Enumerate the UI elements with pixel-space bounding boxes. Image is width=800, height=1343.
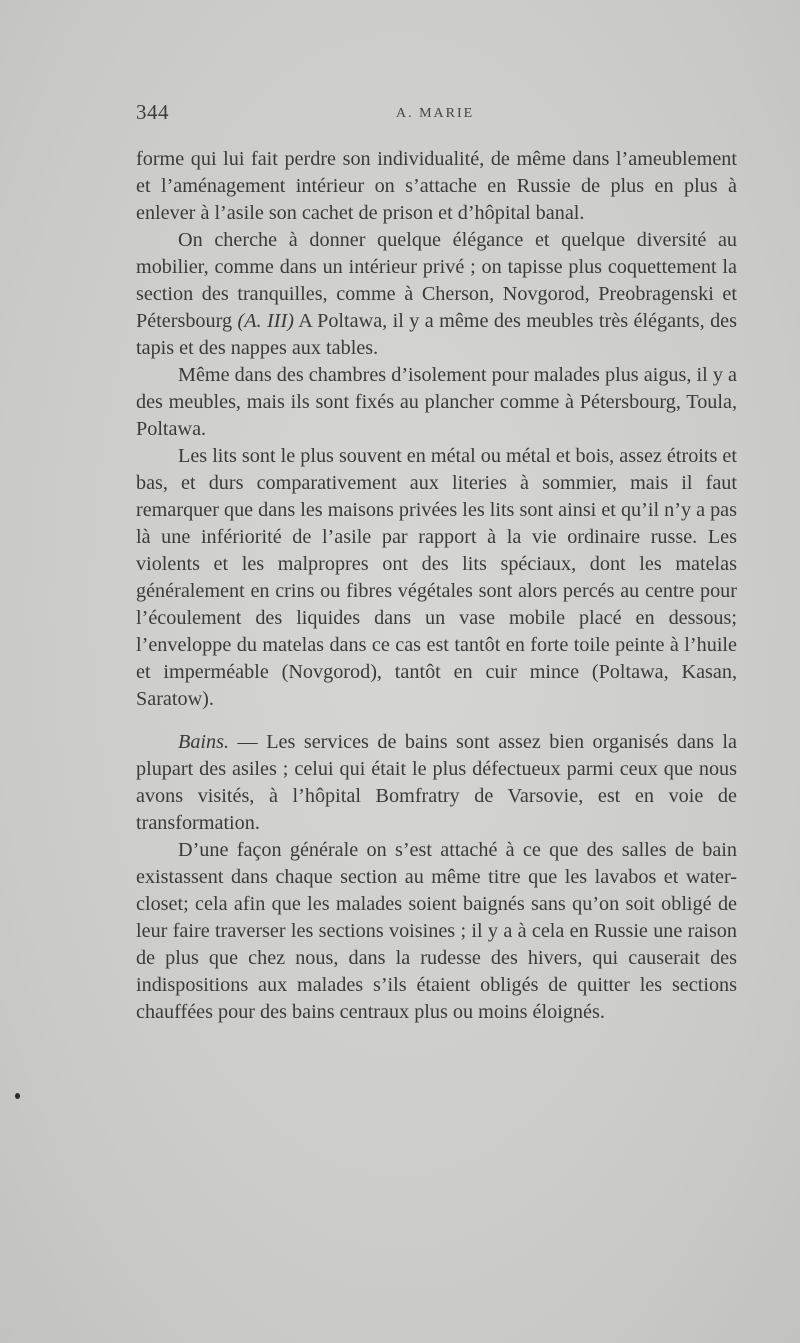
paragraph-1-text: forme qui lui fait perdre son individualité, de même dans l’ameublement et l’aménagement intérieur on s’attache en Russie de plus en plus à enlever à l’asile son cachet de prison et d’hôpital banal. [136,148,737,224]
paragraph-bains [136,729,737,837]
paragraph-6 [136,837,737,1026]
paragraph-2-text-a: On cherche à donner quelque élégance et quelque diversité au mobilier, comme dans un intérieur privé ; on tapisse plus coquettement la section des tranquilles, comme à Cherson, Novgorod, Preobragenski et Pétersbourg [136,229,737,332]
paragraph-2-text-b: A Poltawa, il y a même des meubles très élégants, des tapis et des nappes aux tables. [136,310,737,359]
paragraph-3 [136,362,737,443]
paragraph-4-text: Les lits sont le plus souvent en métal ou métal et bois, assez étroits et bas, et durs comparativement aux literies à sommier, mais il faut remarquer que dans les maisons privées les lits sont ainsi et qu’il n’y a pas là une infériorité de l’asile par rapport à la vie ordinaire russe. Les violents et les malpropres ont des lits spéciaux, dont les matelas généralement en crins ou fibres végétales sont alors percés au centre pour l’écoulement des liquides dans un vase mobile placé en dessous; l’enveloppe du matelas dans ce cas est tantôt en forte toile peinte à l’huile et imperméable (Novgorod), tantôt en cuir mince (Poltawa, Kasan, Saratow). [136,445,738,710]
paragraph-4 [136,443,737,713]
paragraph-3-text: Même dans des chambres d’isolement pour malades plus aigus, il y a des meubles, mais ils sont fixés au plancher comme à Pétersbourg, Toula, Poltawa. [136,364,737,440]
paragraph-1 [136,146,737,227]
page-number: 344 [136,100,169,124]
body-text [136,146,737,1026]
ink-speck [15,1093,20,1099]
paragraph-bains-text: — Les services de bains sont assez bien organisés dans la plupart des asiles ; celui qui était le plus défectueux parmi ceux que nous avons visités, à l’hôpital Bomfratry de Varsovie, est en voie de transformation. [136,731,737,834]
running-head [136,100,736,130]
running-title: A. MARIE [396,106,475,121]
section-title-bains: Bains. [178,731,230,753]
paragraph-2 [136,227,737,362]
paragraph-2-reference: (A. III) [237,310,294,332]
paragraph-6-text: D’une façon générale on s’est attaché à ce que des salles de bain existassent dans chaque section au même titre que les lavabos et water-closet; cela afin que les malades soient baignés sans qu’on soit obligé de leur faire traverser les sections voisines ; il y a à cela en Russie une raison de plus que chez nous, dans la rudesse des hivers, qui causerait des indispositions aux malades s’ils étaient obligés de quitter les sections chauffées pour des bains centraux plus ou moins éloignés. [136,839,737,1023]
